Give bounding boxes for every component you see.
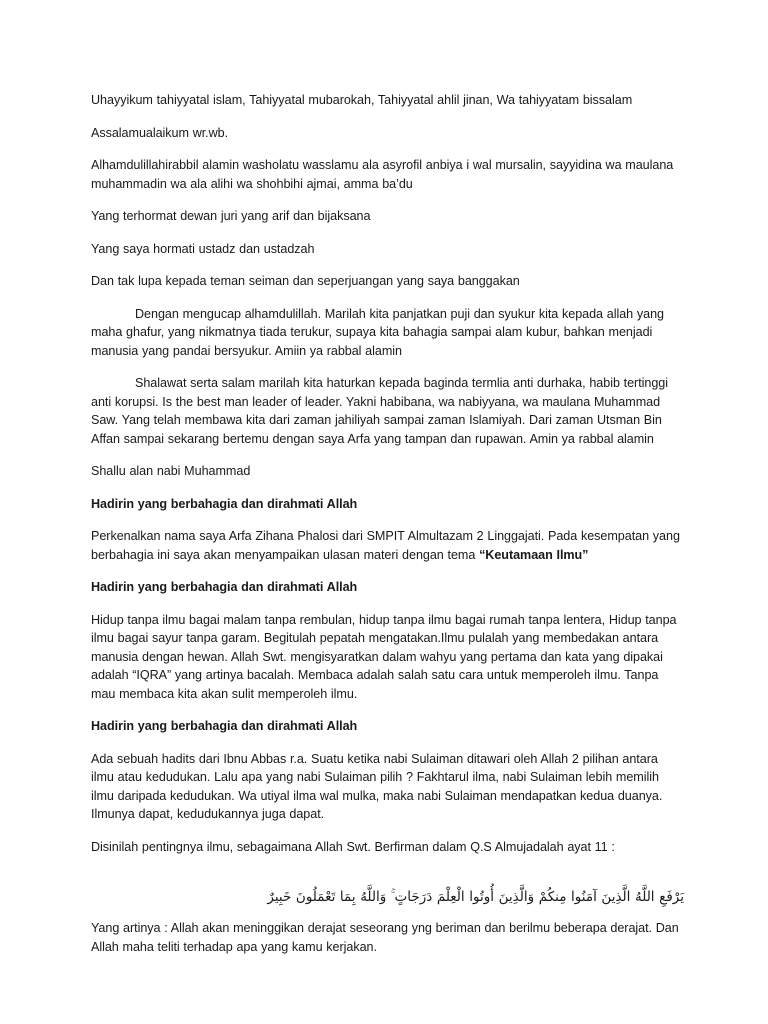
salam: Assalamualaikum wr.wb.	[91, 125, 229, 140]
theme-title: “Keutamaan Ilmu”	[479, 547, 589, 562]
heading-hadirin: Hadirin yang berbahagia dan dirahmati Allah	[91, 580, 358, 594]
paragraph-quran-intro: Disinilah pentingnya ilmu, sebagaimana Allah Swt. Berfirman dalam Q.S Almujadalah ayat 11 :	[91, 839, 615, 854]
paragraph-hadits: Ada sebuah hadits dari Ibnu Abbas r.a. Suatu ketika nabi Sulaiman ditawari oleh Allah 2 pilihan antara ilmu atau kedudukan. Lalu apa yang nabi Sulaiman pilih ? Fakhtarul ilma, nabi Sulaiman lebih memilih ilmu daripada kedudukan. Wa utiyal ilma wal mulka, maka nabi Sulaiman mendapatkan kedua duanya. Ilmunya dapat, kedudukannya juga dapat.	[91, 751, 663, 821]
paragraph-translation: Yang artinya : Allah akan meninggikan derajat seseorang yng beriman dan berilmu beberapa derajat. Dan Allah maha teliti terhadap apa yang kamu kerjakan.	[91, 921, 679, 954]
paragraph-gratitude: Dengan mengucap alhamdulillah. Marilah kita panjatkan puji dan syukur kita kepada allah yang maha ghafur, yang nikmatnya tiada terukur, supaya kita bahagia sampai alam kubur, bahkan menjadi manusia yang pandai bersyukur. Amiin ya rabbal alamin	[91, 306, 664, 358]
arabic-verse: يَرْفَعِ اللَّهُ الَّذِينَ آمَنُوا مِنكُمْ وَالَّذِينَ أُوتُوا الْعِلْمَ دَرَجَاتٍ ۚ وَاللَّهُ بِمَا تَعْمَلُونَ خَبِيرٌ	[267, 889, 684, 905]
opening-praise: Alhamdulillahirabbil alamin washolatu wasslamu ala asyrofil anbiya i wal mursalin, sayyidina wa maulana muhammadin wa ala alihi wa shohbihi ajmai, amma ba’du	[91, 158, 674, 191]
introduction-text: Perkenalkan nama saya Arfa Zihana Phalosi dari SMPIT Almultazam 2 Linggajati. Pada kesempatan yang berbahagia ini saya akan menyampaikan ulasan materi dengan tema	[91, 529, 680, 562]
greeting: Uhayyikum tahiyyatal islam, Tahiyyatal mubarokah, Tahiyyatal ahlil jinan, Wa tahiyyatam bissalam	[91, 93, 633, 107]
shallu-line: Shallu alan nabi Muhammad	[91, 464, 251, 478]
address-teachers: Yang saya hormati ustadz dan ustadzah	[91, 241, 315, 256]
address-friends: Dan tak lupa kepada teman seiman dan seperjuangan yang saya banggakan	[91, 274, 520, 288]
paragraph-ilmu: Hidup tanpa ilmu bagai malam tanpa rembulan, hidup tanpa ilmu bagai rumah tanpa lentera, Hidup tanpa ilmu bagai sayur tanpa garam. Begitulah pepatah mengatakan.Ilmu pulalah yang membedakan antara manusia dengan hewan. Allah Swt. mengisyaratkan dalam wahyu yang pertama dan kata yang dipakai adalah “IQRA” yang artinya bacalah. Membaca adalah salah satu cara untuk memperoleh ilmu. Tanpa mau membaca kita akan sulit memperoleh ilmu.	[91, 612, 677, 701]
heading-hadirin: Hadirin yang berbahagia dan dirahmati Allah	[91, 496, 358, 511]
address-jury: Yang terhormat dewan juri yang arif dan bijaksana	[91, 209, 371, 223]
heading-hadirin: Hadirin yang berbahagia dan dirahmati Allah	[91, 719, 358, 733]
paragraph-introduction	[91, 527, 684, 564]
paragraph-shalawat: Shalawat serta salam marilah kita haturkan kepada baginda termlia anti durhaka, habib tertinggi anti korupsi. Is the best man leader of leader. Yakni habibana, wa nabiyyana, wa maulana Muhammad Saw. Yang telah membawa kita dari zaman jahiliyah sampai zaman Islamiyah. Dari zaman Utsman Bin Affan sampai sekarang bertemu dengan saya Arfa yang tampan dan rupawan. Amin ya rabbal alamin	[91, 376, 668, 446]
